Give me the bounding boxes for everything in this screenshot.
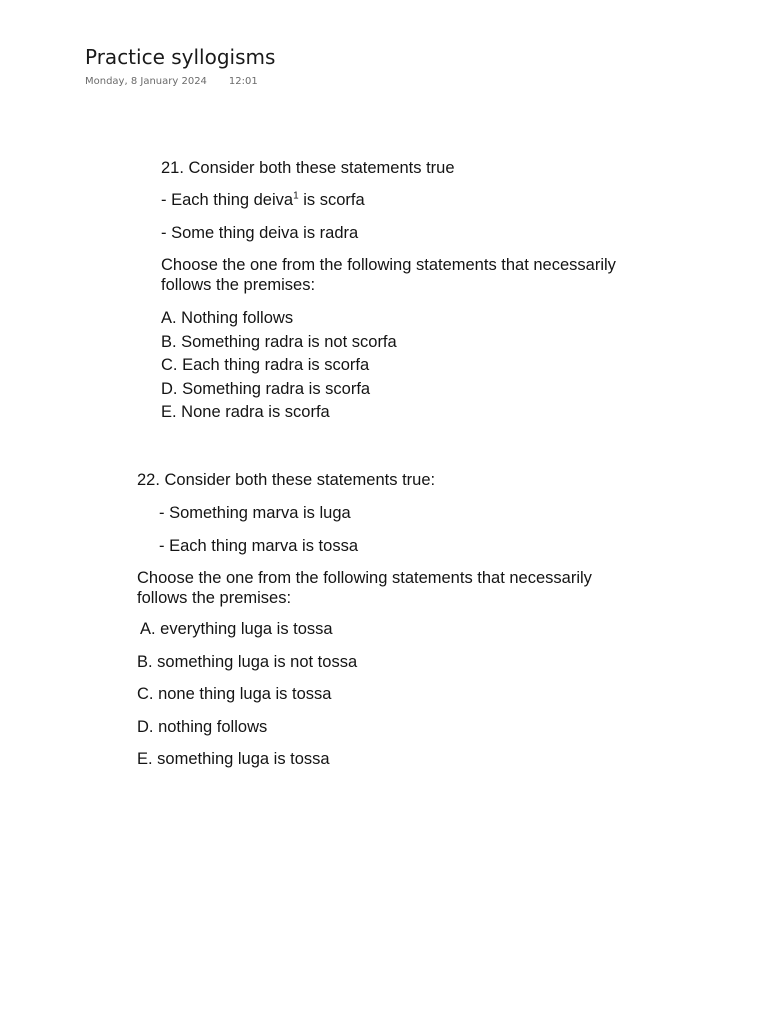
premise-text: is scorfa: [298, 191, 365, 209]
question-22-heading: 22. Consider both these statements true:: [137, 471, 436, 489]
note-header: [85, 44, 275, 87]
note-date: Monday, 8 January 2024: [85, 76, 207, 87]
option-item: A. everything luga is tossa: [140, 620, 333, 638]
option-item: A. Nothing follows: [161, 309, 294, 327]
question-21-premise-2: - Some thing deiva is radra: [161, 224, 359, 242]
instruction-line: Choose the one from the following statements that necessarily: [137, 569, 592, 587]
question-21-premise-1: [161, 190, 721, 210]
option-item: E. None radra is scorfa: [161, 403, 330, 421]
instruction-line: Choose the one from the following statements that necessarily: [161, 256, 616, 274]
option-item: E. something luga is tossa: [137, 750, 330, 768]
question-22-premise-2: - Each thing marva is tossa: [159, 537, 358, 555]
option-item: D. Something radra is scorfa: [161, 379, 371, 398]
footnote-marker: 1: [293, 190, 299, 202]
premise-text: - Each thing deiva: [161, 191, 294, 209]
question-22-instruction: [137, 568, 697, 608]
option-item: D. nothing follows: [137, 717, 268, 736]
question-21: [161, 158, 721, 425]
question-21-instruction: [161, 255, 721, 295]
note-time: 12:01: [228, 76, 258, 87]
page-title: Practice syllogisms: [85, 45, 276, 69]
note-metadata: [85, 76, 275, 87]
question-22: [137, 470, 717, 781]
option-item: C. Each thing radra is scorfa: [161, 356, 370, 374]
question-22-premise-1: - Something marva is luga: [159, 504, 351, 522]
option-item: C. none thing luga is tossa: [137, 685, 332, 703]
question-22-options: [137, 618, 717, 781]
option-item: B. Something radra is not scorfa: [161, 332, 397, 351]
instruction-line: follows the premises:: [161, 276, 316, 294]
instruction-line: follows the premises:: [137, 589, 292, 607]
question-21-heading: 21. Consider both these statements true: [161, 159, 455, 177]
option-item: B. something luga is not tossa: [137, 652, 358, 671]
question-21-options: [161, 307, 721, 425]
